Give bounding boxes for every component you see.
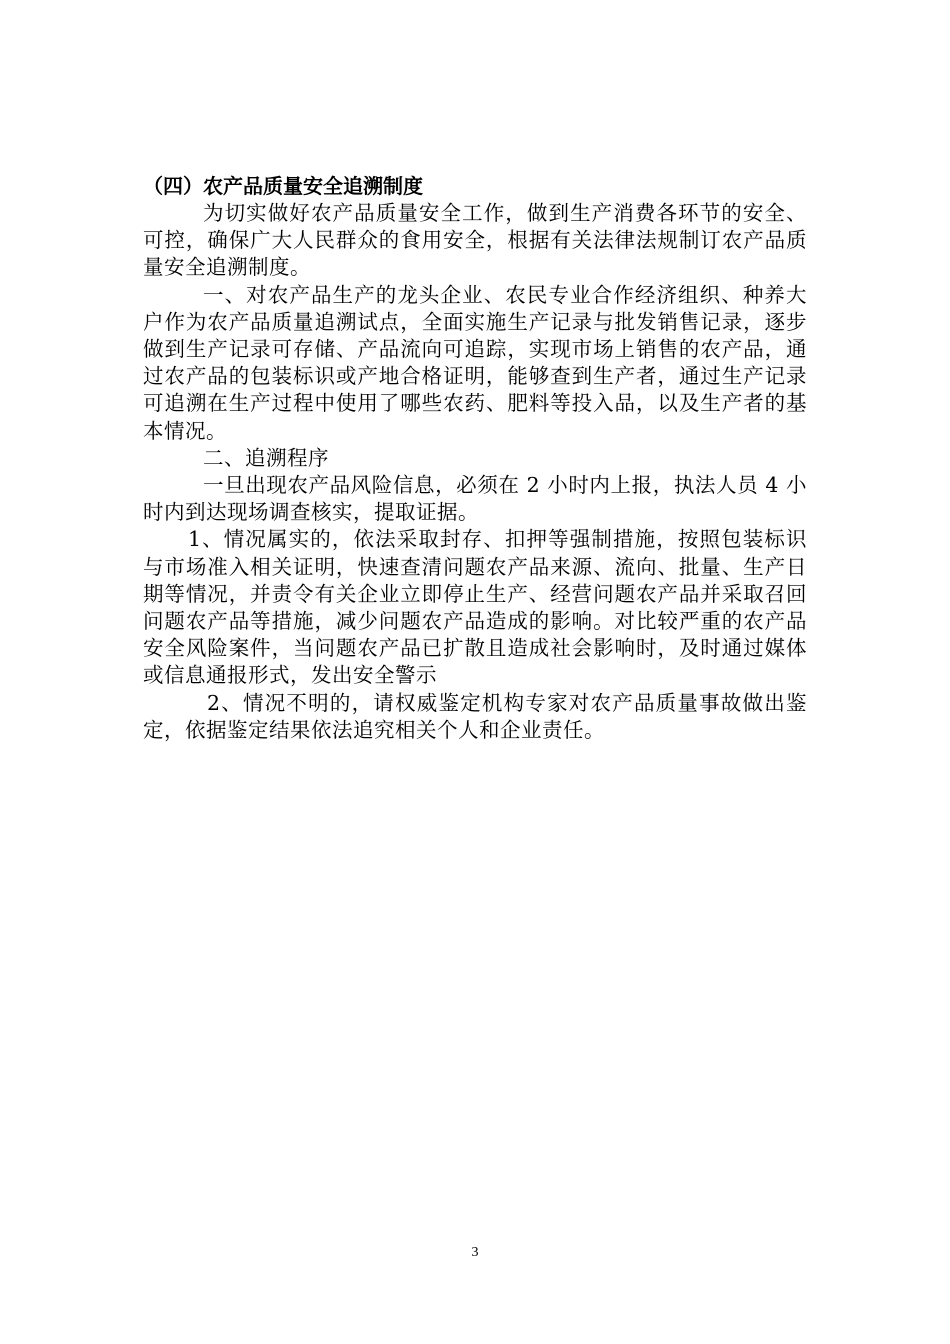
paragraph-case-unclear: 2、情况不明的，请权威鉴定机构专家对农产品质量事故做出鉴定，依据鉴定结果依法追究相关个人和企业责任。 bbox=[143, 690, 807, 742]
page-number: 3 bbox=[471, 1245, 479, 1260]
paragraph-risk-report: 一旦出现农产品风险信息，必须在 2 小时内上报，执法人员 4 小时内到达现场调查核实，提取证据。 bbox=[143, 473, 807, 525]
subheading-trace-procedure: 二、追溯程序 bbox=[203, 445, 329, 470]
paragraph-case-confirmed: 1、情况属实的，依法采取封存、扣押等强制措施，按照包装标识与市场准入相关证明，快速查清问题农产品来源、流向、批量、生产日期等情况，并责令有关企业立即停止生产、经营问题农产品并采取召回问题农产品等措施，减少问题农产品造成的影响。对比较严重的农产品安全风险案件，当问题农产品已扩散且造成社会影响时，及时通过媒体或信息通报形式，发出安全警示 bbox=[143, 527, 807, 688]
paragraph-pilot-program: 一、对农产品生产的龙头企业、农民专业合作经济组织、种养大户作为农产品质量追溯试点，全面实施生产记录与批发销售记录，逐步做到生产记录可存储、产品流向可追踪，实现市场上销售的农产品，通过农产品的包装标识或产地合格证明，能够查到生产者，通过生产记录可追溯在生产过程中使用了哪些农药、肥料等投入品，以及生产者的基本情况。 bbox=[143, 282, 807, 443]
document-body bbox=[143, 172, 807, 744]
section-heading: （四）农产品质量安全追溯制度 bbox=[143, 174, 423, 198]
intro-paragraph: 为切实做好农产品质量安全工作，做到生产消费各环节的安全、可控，确保广大人民群众的食用安全，根据有关法律法规制订农产品质量安全追溯制度。 bbox=[143, 201, 807, 280]
